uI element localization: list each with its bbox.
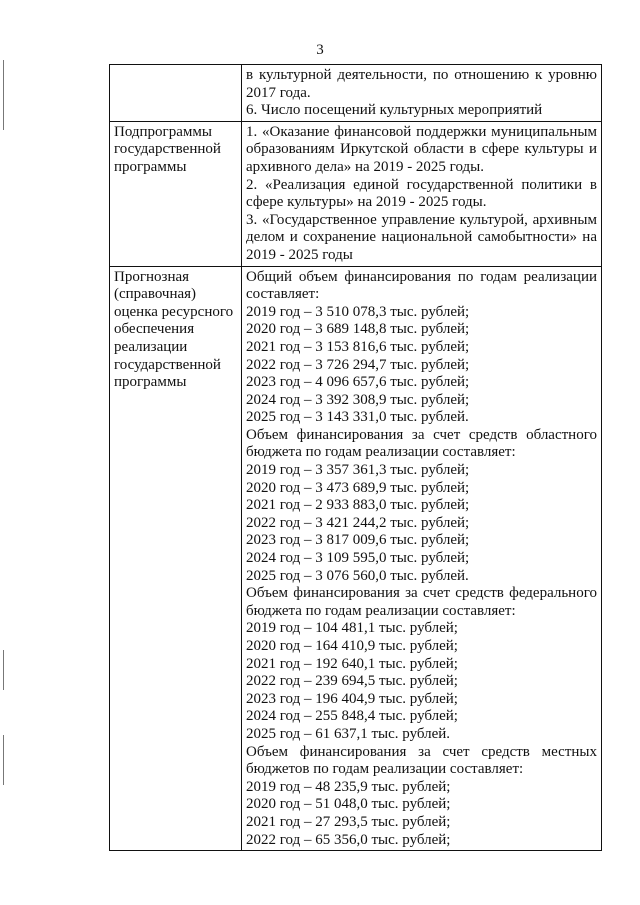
funding-line: 2021 год – 2 933 883,0 тыс. рублей; [246,497,470,514]
row-label-cell [110,65,242,122]
paragraph: 6. Число посещений культурных мероприятий [246,102,543,119]
funding-line: 2020 год – 3 689 148,8 тыс. рублей; [246,321,470,338]
funding-line: 2019 год – 48 235,9 тыс. рублей; [246,778,451,795]
funding-line: 2020 год – 51 048,0 тыс. рублей; [246,796,451,813]
funding-line: 2023 год – 3 817 009,6 тыс. рублей; [246,532,470,549]
paragraph: Общий объем финансирования по годам реализации составляет: [246,268,597,303]
funding-line: 2025 год – 3 076 560,0 тыс. рублей. [246,567,469,584]
row-content-cell [242,266,602,851]
row-content-cell [242,121,602,266]
row-label: Прогнозная (справочная) оценка ресурсного обеспечения реализации государственной программы [114,268,234,391]
funding-line: 2023 год – 4 096 657,6 тыс. рублей; [246,374,470,391]
funding-line: 2021 год – 27 293,5 тыс. рублей; [246,813,451,830]
scan-edge-mark [3,60,4,130]
funding-line: 2021 год – 192 640,1 тыс. рублей; [246,655,458,672]
funding-line: 2019 год – 3 357 361,3 тыс. рублей; [246,462,470,479]
table-row [110,266,602,851]
scan-edge-mark [3,735,4,785]
paragraph: 3. «Государственное управление культурой, архивным делом и сохранение национальной самобытности» на 2019 - 2025 годы [246,211,597,263]
funding-line: 2022 год – 239 694,5 тыс. рублей; [246,673,458,690]
funding-line: 2024 год – 255 848,4 тыс. рублей; [246,708,458,725]
paragraph: в культурной деятельности, по отношению к уровню 2017 года. [246,67,597,101]
table-row [110,121,602,266]
funding-line: 2022 год – 3 726 294,7 тыс. рублей; [246,356,470,373]
funding-line: 2024 год – 3 392 308,9 тыс. рублей; [246,391,470,408]
paragraph: 2. «Реализация единой государственной политики в сфере культуры» на 2019 - 2025 годы. [246,176,597,211]
paragraph: Объем финансирования за счет средств местных бюджетов по годам реализации составляет: [246,743,597,778]
funding-line: 2024 год – 3 109 595,0 тыс. рублей; [246,550,470,567]
paragraph: Объем финансирования за счет средств федерального бюджета по годам реализации составляет: [246,585,597,619]
funding-line: 2020 год – 164 410,9 тыс. рублей; [246,638,458,654]
funding-line: 2019 год – 3 510 078,3 тыс. рублей; [246,303,470,320]
row-label: Подпрограммы государственной программы [114,123,221,175]
row-label-cell [110,121,242,266]
table-row [110,65,602,122]
paragraph: 1. «Оказание финансовой поддержки муниципальным образованиям Иркутской области в сфере культуры и архивного дела» на 2019 - 2025 годы. [246,123,597,175]
funding-line: 2020 год – 3 473 689,9 тыс. рублей; [246,479,470,496]
funding-line: 2021 год – 3 153 816,6 тыс. рублей; [246,338,470,355]
funding-line: 2025 год – 3 143 331,0 тыс. рублей. [246,409,469,426]
page-number: 3 [316,42,324,58]
row-label-cell [110,266,242,851]
row-content-cell [242,65,602,122]
paragraph: Объем финансирования за счет средств областного бюджета по годам реализации составляет: [246,426,597,461]
funding-line: 2023 год – 196 404,9 тыс. рублей; [246,690,458,707]
funding-line: 2019 год – 104 481,1 тыс. рублей; [246,620,458,637]
funding-line: 2025 год – 61 637,1 тыс. рублей. [246,725,451,742]
funding-line: 2022 год – 3 421 244,2 тыс. рублей; [246,514,470,531]
scan-edge-mark [3,650,4,690]
program-passport-table [109,64,602,851]
funding-line: 2022 год – 65 356,0 тыс. рублей; [246,831,451,848]
